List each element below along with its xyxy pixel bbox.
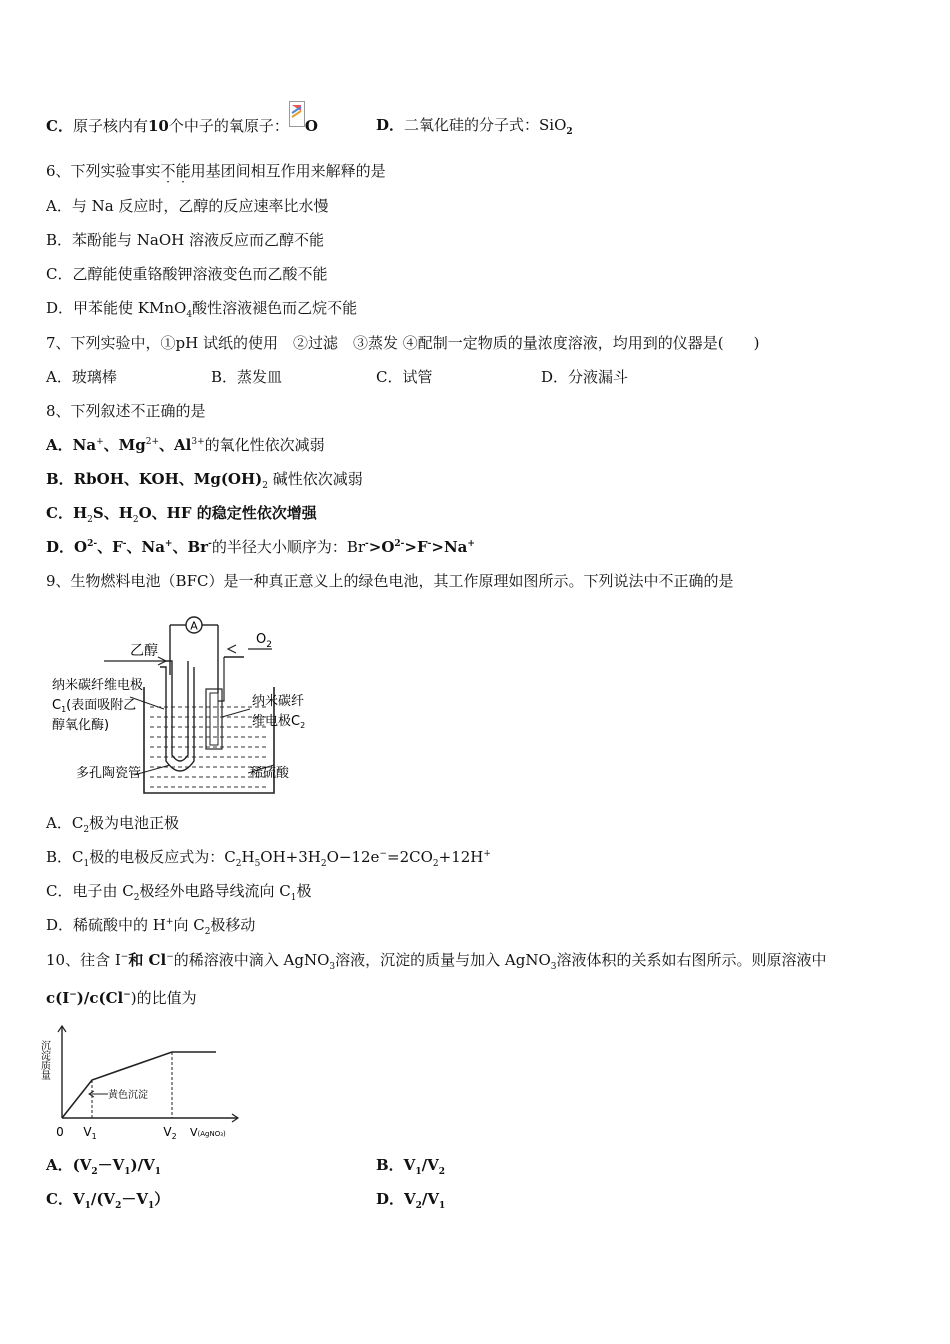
label-electrode-c2: 纳米碳纤 (252, 694, 305, 709)
q10-option-c: C．$V_1/(V_2-V_1)$ (46, 1190, 170, 1211)
label-c1-line2: $C_1$(表面吸附乙 (52, 698, 137, 714)
precipitate-curve (62, 1052, 216, 1118)
q6-option-d: D．甲苯能使 KMnO$_4$酸性溶液褪色而乙烷不能 (46, 299, 358, 320)
q5-option-c: C．原子核内有10个中子的氧原子： O (46, 115, 318, 136)
q6-option-c: C．乙醇能使重铬酸钾溶液变色而乙酸不能 (46, 265, 328, 283)
q6-option-b: B．苯酚能与 NaOH 溶液反应而乙醇不能 (46, 231, 325, 249)
v1-label: $V_1$ (83, 1125, 97, 1141)
q6-stem: 6、下列实验事实不能用基团间相互作用来解释的是 (46, 162, 386, 180)
fuel-cell-diagram (46, 605, 316, 805)
q8-option-c: C．$H_2S$、$H_2O$、HF 的稳定性依次增强 (46, 504, 317, 525)
ammeter-label: A (190, 619, 198, 633)
q10-option-a: A．$(V_2-V_1)/V_1$ (46, 1156, 162, 1177)
annotation-yellow-precipitate: 黄色沉淀 (108, 1090, 148, 1101)
q8-option-d: D．$O^{2-}$、F-、Na+、Br-的半径大小顺序为：$Br^->O^{2-}>F^->Na^+$ (46, 538, 475, 556)
label-porous-tube: 多孔陶瓷管 (76, 766, 142, 781)
q7-option-d: D．分液漏斗 (541, 368, 629, 386)
q7-option-b: B．蒸发皿 (211, 368, 283, 386)
q8-option-b: B．RbOH、KOH、$Mg(OH)_2$ 碱性依次减弱 (46, 470, 363, 491)
q10-stem: 10、往含 I−和 Cl−的稀溶液中滴入 AgNO$_3$溶液，沉淀的质量与加入 AgNO$_3$溶液体积的关系如右图所示。则原溶液中 (46, 951, 827, 972)
x-axis-label: V(AgNO₃) (190, 1126, 226, 1139)
q7-stem: 7、下列实验中，①pH 试纸的使用 ②过滤 ③蒸发 ④配制一定物质的量浓度溶液，均用到的仪器是( ) (46, 334, 760, 352)
label-o2: $O_2$ (256, 632, 272, 650)
label-ethanol: 乙醇 (130, 643, 158, 659)
precipitate-graph (40, 1022, 240, 1142)
q10-option-b: B．$V_1/V_2$ (376, 1156, 445, 1177)
q9-option-a: A．$C_2$极为电池正极 (46, 814, 180, 835)
label-electrode-c1: 纳米碳纤维电极 (52, 678, 144, 693)
broken-image-icon (289, 115, 305, 135)
origin-label: 0 (56, 1125, 64, 1139)
q9-option-d: D．稀硫酸中的 H+向 $C_2$极移动 (46, 916, 256, 937)
label-c1-line3: 醇氧化酶) (52, 718, 110, 733)
label-c2-line2: 维电极$C_2$ (252, 714, 306, 730)
v2-label: $V_2$ (163, 1125, 177, 1141)
q10-stem-line2: c(I−)/c(Cl−)的比值为 (46, 989, 197, 1007)
q8-option-a: A．Na+、$Mg^{2+}$、$Al^{3+}$的氧化性依次减弱 (46, 436, 325, 454)
q9-option-b: B．$C_1$极的电极反应式为：$C_2H_5OH+3H_2O-12e^-=2CO_2+12H^+$ (46, 848, 491, 869)
y-axis-label: 沉淀质量 (38, 1040, 50, 1080)
q10-option-d: D．$V_2/V_1$ (376, 1190, 446, 1211)
q8-stem: 8、下列叙述不正确的是 (46, 402, 206, 420)
q7-option-a: A．玻璃棒 (46, 368, 117, 386)
q9-stem: 9、生物燃料电池（BFC）是一种真正意义上的绿色电池，其工作原理如图所示。下列说法中不正确的是 (46, 572, 734, 590)
label-dilute-sulfuric-acid: 稀硫酸 (250, 766, 290, 781)
q6-option-a: A．与 Na 反应时，乙醇的反应速率比水慢 (46, 197, 329, 215)
q9-option-c: C．电子由 $C_2$极经外电路导线流向 $C_1$极 (46, 882, 312, 903)
q5-option-d: D．二氧化硅的分子式：SiO$_2$ (376, 116, 573, 137)
q7-option-c: C．试管 (376, 368, 433, 386)
